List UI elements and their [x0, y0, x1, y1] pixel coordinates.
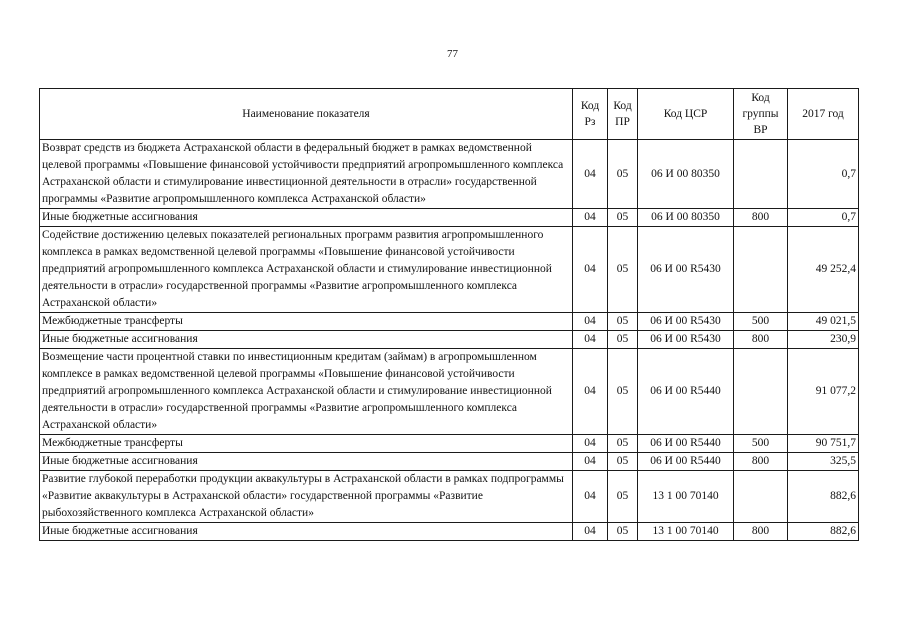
table-row [40, 349, 859, 435]
row-csr: 06 И 00 R5440 [638, 453, 734, 471]
header-year: 2017 год [788, 89, 859, 140]
row-amount: 0,7 [788, 140, 859, 209]
row-rz: 04 [573, 471, 608, 523]
row-name: Возмещение части процентной ставки по инвестиционным кредитам (займам) в агропромышленном комплексе в рамках ведомственной целевой программы «Повышение финансовой устойчивости предприятий агропромышленного комплекса Астраханской области и стимулирование инвестиционной деятельности в отрасли» государственной программы «Развитие агропромышленного комплекса Астраханской области» [40, 349, 573, 435]
row-csr: 06 И 00 R5430 [638, 313, 734, 331]
row-name: Развитие глубокой переработки продукции аквакультуры в Астраханской области в рамках подпрограммы «Развитие аквакультуры в Астраханской области» государственной программы «Развитие рыбохозяйственного комплекса Астраханской области» [40, 471, 573, 523]
header-rz: Код Рз [573, 89, 608, 140]
row-amount: 49 021,5 [788, 313, 859, 331]
row-vr: 800 [734, 523, 788, 541]
header-vr: Код группы ВР [734, 89, 788, 140]
row-name: Иные бюджетные ассигнования [40, 523, 573, 541]
row-pr: 05 [608, 331, 638, 349]
row-pr: 05 [608, 227, 638, 313]
row-name: Возврат средств из бюджета Астраханской области в федеральный бюджет в рамках ведомственной целевой программы «Повышение финансовой устойчивости предприятий агропромышленного комплекса Астраханской области и стимулирование инвестиционной деятельности в отрасли» государственной программы «Развитие агропромышленного комплекса Астраханской области» [40, 140, 573, 209]
row-csr: 06 И 00 R5430 [638, 331, 734, 349]
row-vr: 800 [734, 209, 788, 227]
row-name: Содействие достижению целевых показателей региональных программ развития агропромышленного комплекса в рамках ведомственной целевой программы «Повышение финансовой устойчивости предприятий агропромышленного комплекса Астраханской области и стимулирование инвестиционной деятельности в отрасли» государственной программы «Развитие агропромышленного комплекса Астраханской области» [40, 227, 573, 313]
row-rz: 04 [573, 140, 608, 209]
row-vr: 500 [734, 435, 788, 453]
row-vr [734, 349, 788, 435]
row-name: Иные бюджетные ассигнования [40, 209, 573, 227]
row-pr: 05 [608, 435, 638, 453]
budget-table [39, 88, 859, 541]
row-vr: 800 [734, 331, 788, 349]
row-name: Иные бюджетные ассигнования [40, 453, 573, 471]
row-vr: 800 [734, 453, 788, 471]
row-rz: 04 [573, 523, 608, 541]
table-row [40, 331, 859, 349]
row-vr [734, 227, 788, 313]
row-rz: 04 [573, 453, 608, 471]
row-pr: 05 [608, 140, 638, 209]
row-pr: 05 [608, 209, 638, 227]
row-name: Межбюджетные трансферты [40, 313, 573, 331]
table-row [40, 453, 859, 471]
table-row [40, 313, 859, 331]
row-amount: 882,6 [788, 471, 859, 523]
row-pr: 05 [608, 349, 638, 435]
row-amount: 325,5 [788, 453, 859, 471]
row-name: Иные бюджетные ассигнования [40, 331, 573, 349]
row-pr: 05 [608, 471, 638, 523]
row-pr: 05 [608, 453, 638, 471]
row-amount: 90 751,7 [788, 435, 859, 453]
table-row [40, 471, 859, 523]
row-amount: 91 077,2 [788, 349, 859, 435]
row-rz: 04 [573, 313, 608, 331]
row-rz: 04 [573, 227, 608, 313]
table-row [40, 523, 859, 541]
row-name: Межбюджетные трансферты [40, 435, 573, 453]
row-amount: 0,7 [788, 209, 859, 227]
row-vr [734, 471, 788, 523]
table-row [40, 209, 859, 227]
header-pr: Код ПР [608, 89, 638, 140]
page-number: 77 [447, 48, 458, 60]
row-pr: 05 [608, 313, 638, 331]
row-csr: 06 И 00 80350 [638, 209, 734, 227]
table-row [40, 227, 859, 313]
row-rz: 04 [573, 209, 608, 227]
row-vr: 500 [734, 313, 788, 331]
table-row [40, 435, 859, 453]
row-csr: 13 1 00 70140 [638, 471, 734, 523]
row-csr: 13 1 00 70140 [638, 523, 734, 541]
header-csr: Код ЦСР [638, 89, 734, 140]
row-rz: 04 [573, 349, 608, 435]
row-csr: 06 И 00 R5440 [638, 435, 734, 453]
header-name: Наименование показателя [40, 89, 573, 140]
row-rz: 04 [573, 435, 608, 453]
row-csr: 06 И 00 80350 [638, 140, 734, 209]
table-header-row [40, 89, 859, 140]
row-amount: 230,9 [788, 331, 859, 349]
row-vr [734, 140, 788, 209]
row-amount: 882,6 [788, 523, 859, 541]
row-pr: 05 [608, 523, 638, 541]
row-amount: 49 252,4 [788, 227, 859, 313]
row-rz: 04 [573, 331, 608, 349]
table-row [40, 140, 859, 209]
row-csr: 06 И 00 R5440 [638, 349, 734, 435]
row-csr: 06 И 00 R5430 [638, 227, 734, 313]
